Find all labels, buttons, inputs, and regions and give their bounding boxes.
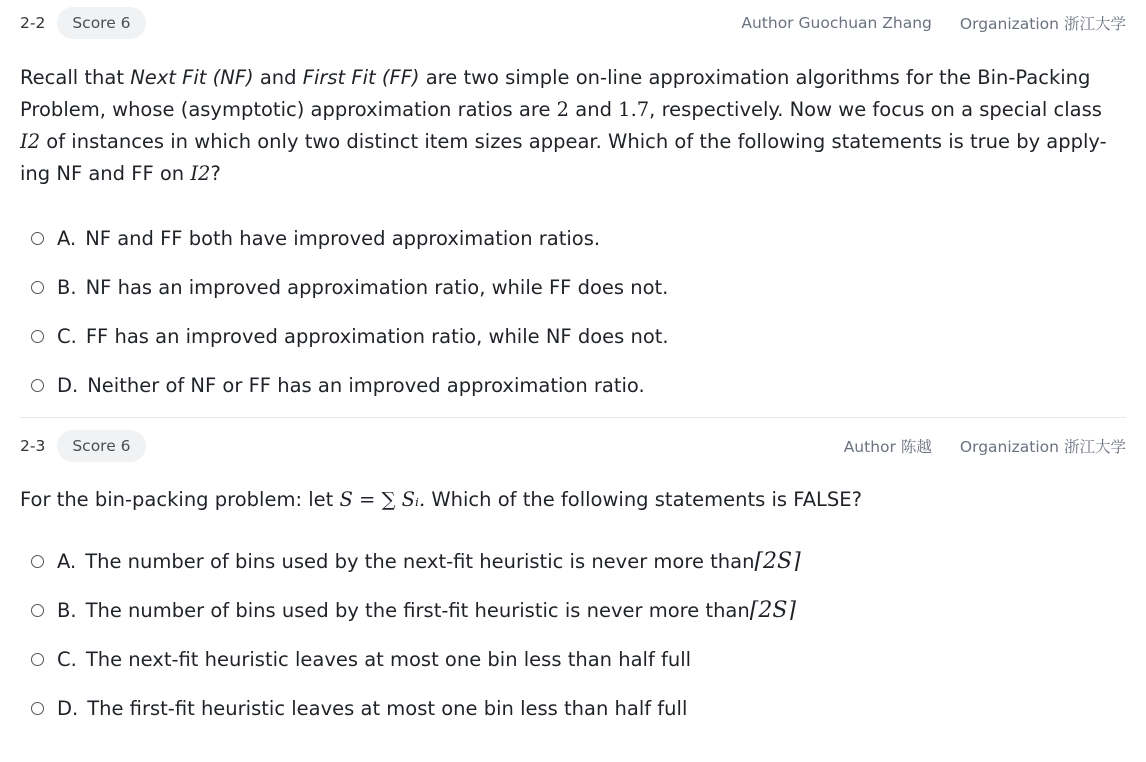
option-text: NF has an improved approximation ratio, while FF does not. <box>85 276 669 299</box>
option-letter: C. <box>57 648 77 671</box>
nf-name: Next Fit (NF) <box>130 66 254 89</box>
radio-button[interactable] <box>31 232 44 245</box>
radio-button[interactable] <box>31 379 44 392</box>
option-letter: D. <box>57 374 79 397</box>
option-a[interactable] <box>31 537 1126 586</box>
option-text: Neither of NF or FF has an improved approximation ratio. <box>87 374 645 397</box>
organization-info <box>960 435 1126 457</box>
option-a[interactable] <box>31 214 1126 263</box>
question-header <box>20 7 1126 39</box>
ratio-ff: 1.7 <box>618 98 650 121</box>
option-b[interactable] <box>31 586 1126 635</box>
option-letter: D. <box>57 697 79 720</box>
author-name: 陈越 <box>900 438 932 456</box>
organization-label: Organization <box>959 15 1059 33</box>
radio-button[interactable] <box>31 330 44 343</box>
ceiling-formula: ⌈2S⌉ <box>754 549 801 574</box>
stem-text: , respectively. Now we focus on a special class <box>649 98 1102 121</box>
author-info <box>741 14 932 32</box>
options-list <box>20 214 1126 410</box>
stem-text: For the bin-packing problem: let <box>20 488 340 511</box>
option-letter: B. <box>57 276 77 299</box>
author-name: Guochuan Zhang <box>798 14 932 32</box>
question-header <box>20 430 1126 462</box>
option-b[interactable] <box>31 263 1126 312</box>
option-letter: C. <box>57 325 77 348</box>
author-info <box>844 435 932 457</box>
option-d[interactable] <box>31 361 1126 410</box>
option-letter: B. <box>57 599 77 622</box>
option-c[interactable] <box>31 312 1126 361</box>
option-letter: A. <box>57 550 77 573</box>
stem-text: are two simple on-line approximation algorithms for the Bin-Packing Problem, whose (asymptotic) approximation ratios are <box>20 66 1091 121</box>
score-badge: Score 6 <box>57 7 145 39</box>
radio-button[interactable] <box>31 555 44 568</box>
ff-name: First Fit (FF) <box>302 66 420 89</box>
radio-button[interactable] <box>31 604 44 617</box>
organization-info <box>960 12 1126 34</box>
stem-text: Recall that <box>20 66 131 89</box>
organization-name: 浙江大学 <box>1063 438 1126 456</box>
ceiling-formula: ⌈2S⌉ <box>749 598 796 623</box>
option-text: The number of bins used by the next-fit heuristic is never more than <box>85 550 755 573</box>
question-divider <box>20 417 1126 418</box>
option-c[interactable] <box>31 635 1126 684</box>
option-text: FF has an improved approximation ratio, while NF does not. <box>85 325 669 348</box>
stem-text: and <box>253 66 303 89</box>
radio-button[interactable] <box>31 281 44 294</box>
score-badge: Score 6 <box>57 430 145 462</box>
option-text: NF and FF both have improved approximation ratios. <box>85 227 601 250</box>
question-stem <box>20 62 1126 190</box>
organization-name: 浙江大学 <box>1063 15 1126 33</box>
ratio-nf: 2 <box>556 98 570 121</box>
radio-button[interactable] <box>31 653 44 666</box>
question-stem <box>20 484 1126 516</box>
author-label: Author <box>843 438 896 456</box>
stem-text: Which of the following statements is FALSE? <box>425 488 862 511</box>
stem-text: and <box>569 98 619 121</box>
option-text: The number of bins used by the first-fit heuristic is never more than <box>85 599 750 622</box>
instance-class: I2 <box>20 130 41 153</box>
option-letter: A. <box>57 227 77 250</box>
radio-button[interactable] <box>31 702 44 715</box>
question-number: 2-2 <box>20 14 46 32</box>
options-list <box>20 537 1126 733</box>
question-number: 2-3 <box>20 437 46 455</box>
instance-class: I2 <box>190 162 211 185</box>
option-d[interactable] <box>31 684 1126 733</box>
option-text: The next-fit heuristic leaves at most one bin less than half full <box>85 648 692 671</box>
option-text: The first-fit heuristic leaves at most one bin less than half full <box>87 697 688 720</box>
stem-text: ? <box>210 162 221 185</box>
question-2-3 <box>0 430 1146 733</box>
stem-text: of instances in which only two distinct item sizes appear. Which of the following statements is true by apply-ing NF and FF on <box>20 130 1107 185</box>
organization-label: Organization <box>959 438 1059 456</box>
sum-formula: S = ∑ Sᵢ. <box>339 488 426 511</box>
author-label: Author <box>741 14 794 32</box>
